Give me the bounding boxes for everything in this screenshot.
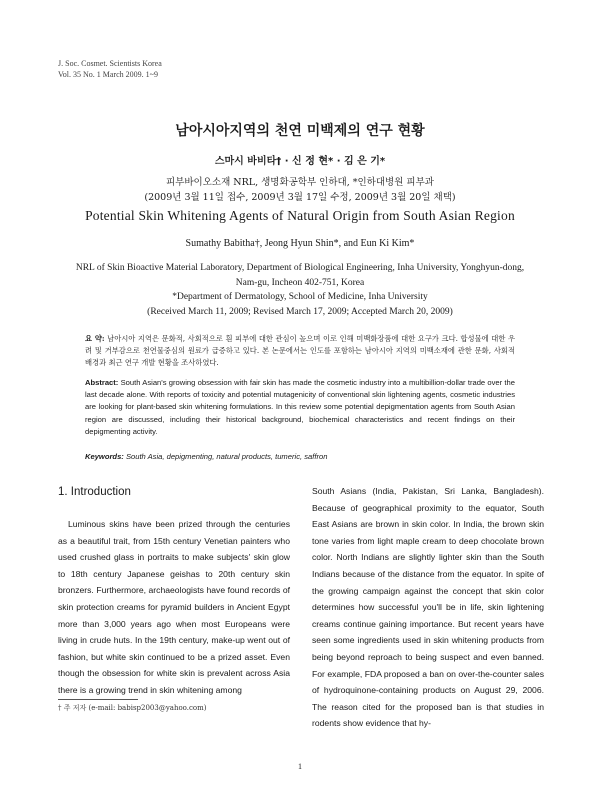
intro-column-right: South Asians (India, Pakistan, Sri Lanka, Bangladesh). Because of geographical proximity to the equator, South East Asians are brown in skin color. In India, the brown skin tone varies from light maple cream to deep chocolate brown color. North Indians are slightly lighter skin than the South Indians because of the distance from the equator. In spite of the growing campaign against the concept that skin color determines how successful you'll be in life, skin lightening creams continue gaining importance. But recent years have seen some ingredients used in skin whitening products from being beyond reproach to being suspect and even banned. For example, FDA proposed a ban on over-the-counter sales of hydroquinone-containing products on August 29, 2006. The reason cited for the proposed ban is that studies in rodents show evidence that hy- [312, 486, 544, 729]
english-affiliation [50, 261, 550, 319]
korean-affiliation [0, 175, 600, 205]
page-number: 1 [298, 762, 302, 771]
journal-header [58, 58, 162, 80]
footnote-divider [58, 699, 138, 700]
journal-volume: Vol. 35 No. 1 March 2009. 1~9 [58, 70, 158, 79]
keywords [85, 452, 327, 461]
english-abstract-label: Abstract: [85, 378, 119, 387]
english-affiliation-line1: NRL of Skin Bioactive Material Laboratory, Department of Biological Engineering, Inha University, Yonghyun-dong, [75, 263, 525, 273]
keywords-text: South Asia, depigmenting, natural products, tumeric, saffron [123, 452, 328, 461]
korean-dates: (2009년 3월 11일 접수, 2009년 3월 17일 수정, 2009년 3월 20일 채택) [144, 192, 456, 203]
korean-title: 남아시아지역의 천연 미백제의 연구 현황 [175, 123, 425, 139]
korean-abstract-text: 남아시아 지역은 문화적, 사회적으로 흰 피부에 대한 관심이 높으며 이로 인해 미백화장품에 대한 요구가 크다. 합성물에 대한 우려 및 거부감으로 천연물중심의 원료가 급증하고 있다. 본 논문에서는 인도를 포함하는 남아시아 지역의 미백소재에 관한 문화, 사회적 배경과 최근 연구 개발 현황을 조사하였다. [85, 334, 515, 368]
section-heading-introduction: 1. Introduction [58, 486, 131, 498]
english-title: Potential Skin Whitening Agents of Natural Origin from South Asian Region [85, 208, 515, 223]
korean-abstract-label: 요 약: [85, 334, 105, 343]
english-dates: (Received March 11, 2009; Revised March 17, 2009; Accepted March 20, 2009) [147, 306, 453, 317]
footnote: † 주 저자 (e-mail: babisp2003@yahoo.com) [58, 704, 207, 712]
english-abstract [85, 377, 515, 438]
english-authors: Sumathy Babitha†, Jeong Hyun Shin*, and Eun Ki Kim* [185, 238, 415, 249]
journal-name: J. Soc. Cosmet. Scientists Korea [58, 59, 162, 68]
english-affiliation-line3: *Department of Dermatology, School of Medicine, Inha University [172, 292, 428, 302]
korean-abstract [85, 333, 515, 370]
korean-affiliation-line: 피부바이오소재 NRL, 생명화공학부 인하대, *인하대병원 피부과 [166, 177, 434, 188]
korean-authors: 스마시 바비타† · 신 정 현* · 김 은 기* [214, 156, 386, 167]
english-abstract-text: South Asian's growing obsession with fair skin has made the cosmetic industry into a multibillion-dollar trade over the last decade alone. With reports of toxicity and potential mutagenicity of conventional skin lightening agents, cosmetic industries are looking for plant-based skin whitening formulations. In this review some potential depigmentation agents from South Asian region are discussed, including their historical background, biochemical characteristics and recent findings on their depigmenting activity. [85, 378, 515, 436]
keywords-label: Keywords: [85, 452, 124, 461]
english-affiliation-line2: Nam-gu, Incheon 402-751, Korea [235, 277, 365, 288]
intro-column-left: Luminous skins have been prized through the centuries as a beautiful trait, from 15th century Venetian painters who used crushed glass in portraits to make subjects' skin glow to 18th century Japanese geishas to 20th century skin bronzers. Furthermore, archaeologists have found records of skin protection creams for pyramid builders in Ancient Egypt more than 3,000 years ago when most Europeans were living in crude huts. In the 19th century, make-up went out of fashion, but white skin continued to be a prized asset. Even though the obsession for white skin is prevalent across Asia there is a growing trend in skin whitening among [58, 519, 290, 695]
